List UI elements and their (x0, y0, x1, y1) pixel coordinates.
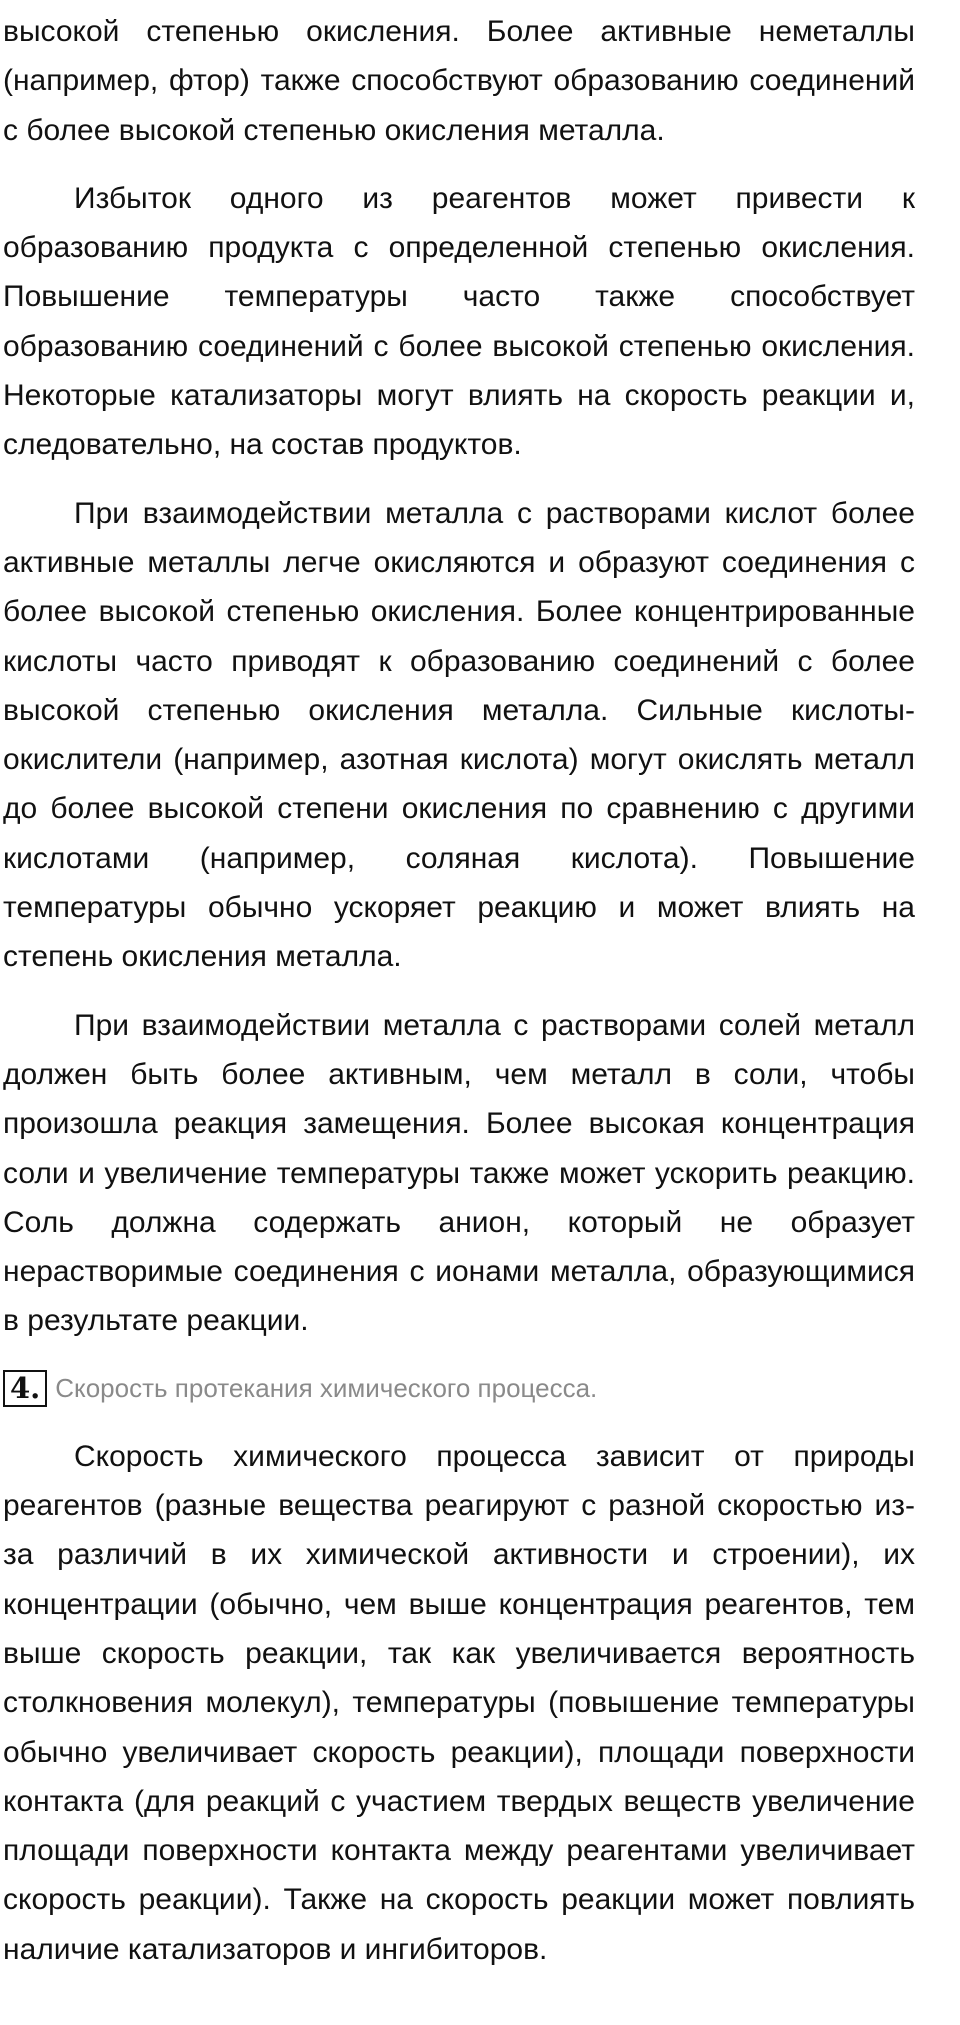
section-number-badge: 4. (3, 1370, 47, 1407)
paragraph-acid-solutions: При взаимодействии металла с растворами кислот более активные металлы легче окисляются и образуют соединения с более высокой степенью окисления. Более концентрированные кислоты часто приводят к образованию соединений с более высокой степенью окисления металла. Сильные кислоты-окислители (например, азотная кислота) могут окислять металл до более высокой степени окисления по сравнению с другими кислотами (например, соляная кислота). Повышение температуры обычно ускоряет реакцию и может влиять на степень окисления металла. (3, 496, 915, 974)
section-title: Скорость протекания химического процесса. (55, 1373, 598, 1404)
paragraph-reagent-excess: Избыток одного из реагентов может привести к образованию продукта с определенной степенью окисления. Повышение температуры часто также способствует образованию соединений с более высокой степенью окисления. Некоторые катализаторы могут влиять на скорость реакции и, следовательно, на состав продуктов. (3, 181, 915, 462)
paragraph-oxidation-nonmetals: высокой степенью окисления. Более активные неметаллы (например, фтор) также способствуют образованию соединений с более высокой степенью окисления металла. (3, 15, 915, 147)
paragraph-salt-solutions: При взаимодействии металла с растворами солей металл должен быть более активным, чем металл в соли, чтобы произошла реакция замещения. Более высокая концентрация соли и увеличение температуры также может ускорить реакцию. Соль должна содержать анион, который не образует нерастворимые соединения с ионами металла, образующимися в результате реакции. (3, 1008, 915, 1338)
paragraph-reaction-rate: Скорость химического процесса зависит от природы реагентов (разные вещества реагируют с разной скоростью из-за различий в их химической активности и строении), их концентрации (обычно, чем выше концентрация реагентов, тем выше скорость реакции, так как увеличивается вероятность столкновения молекул), температуры (повышение температуры обычно увеличивает скорость реакции), площади поверхности контакта (для реакций с участием твердых веществ увеличение площади поверхности контакта между реагентами увеличивает скорость реакции). Также на скорость реакции может повлиять наличие катализаторов и ингибиторов. (3, 1439, 915, 1966)
document-page (3, 0, 915, 1974)
section-heading (3, 1365, 915, 1413)
